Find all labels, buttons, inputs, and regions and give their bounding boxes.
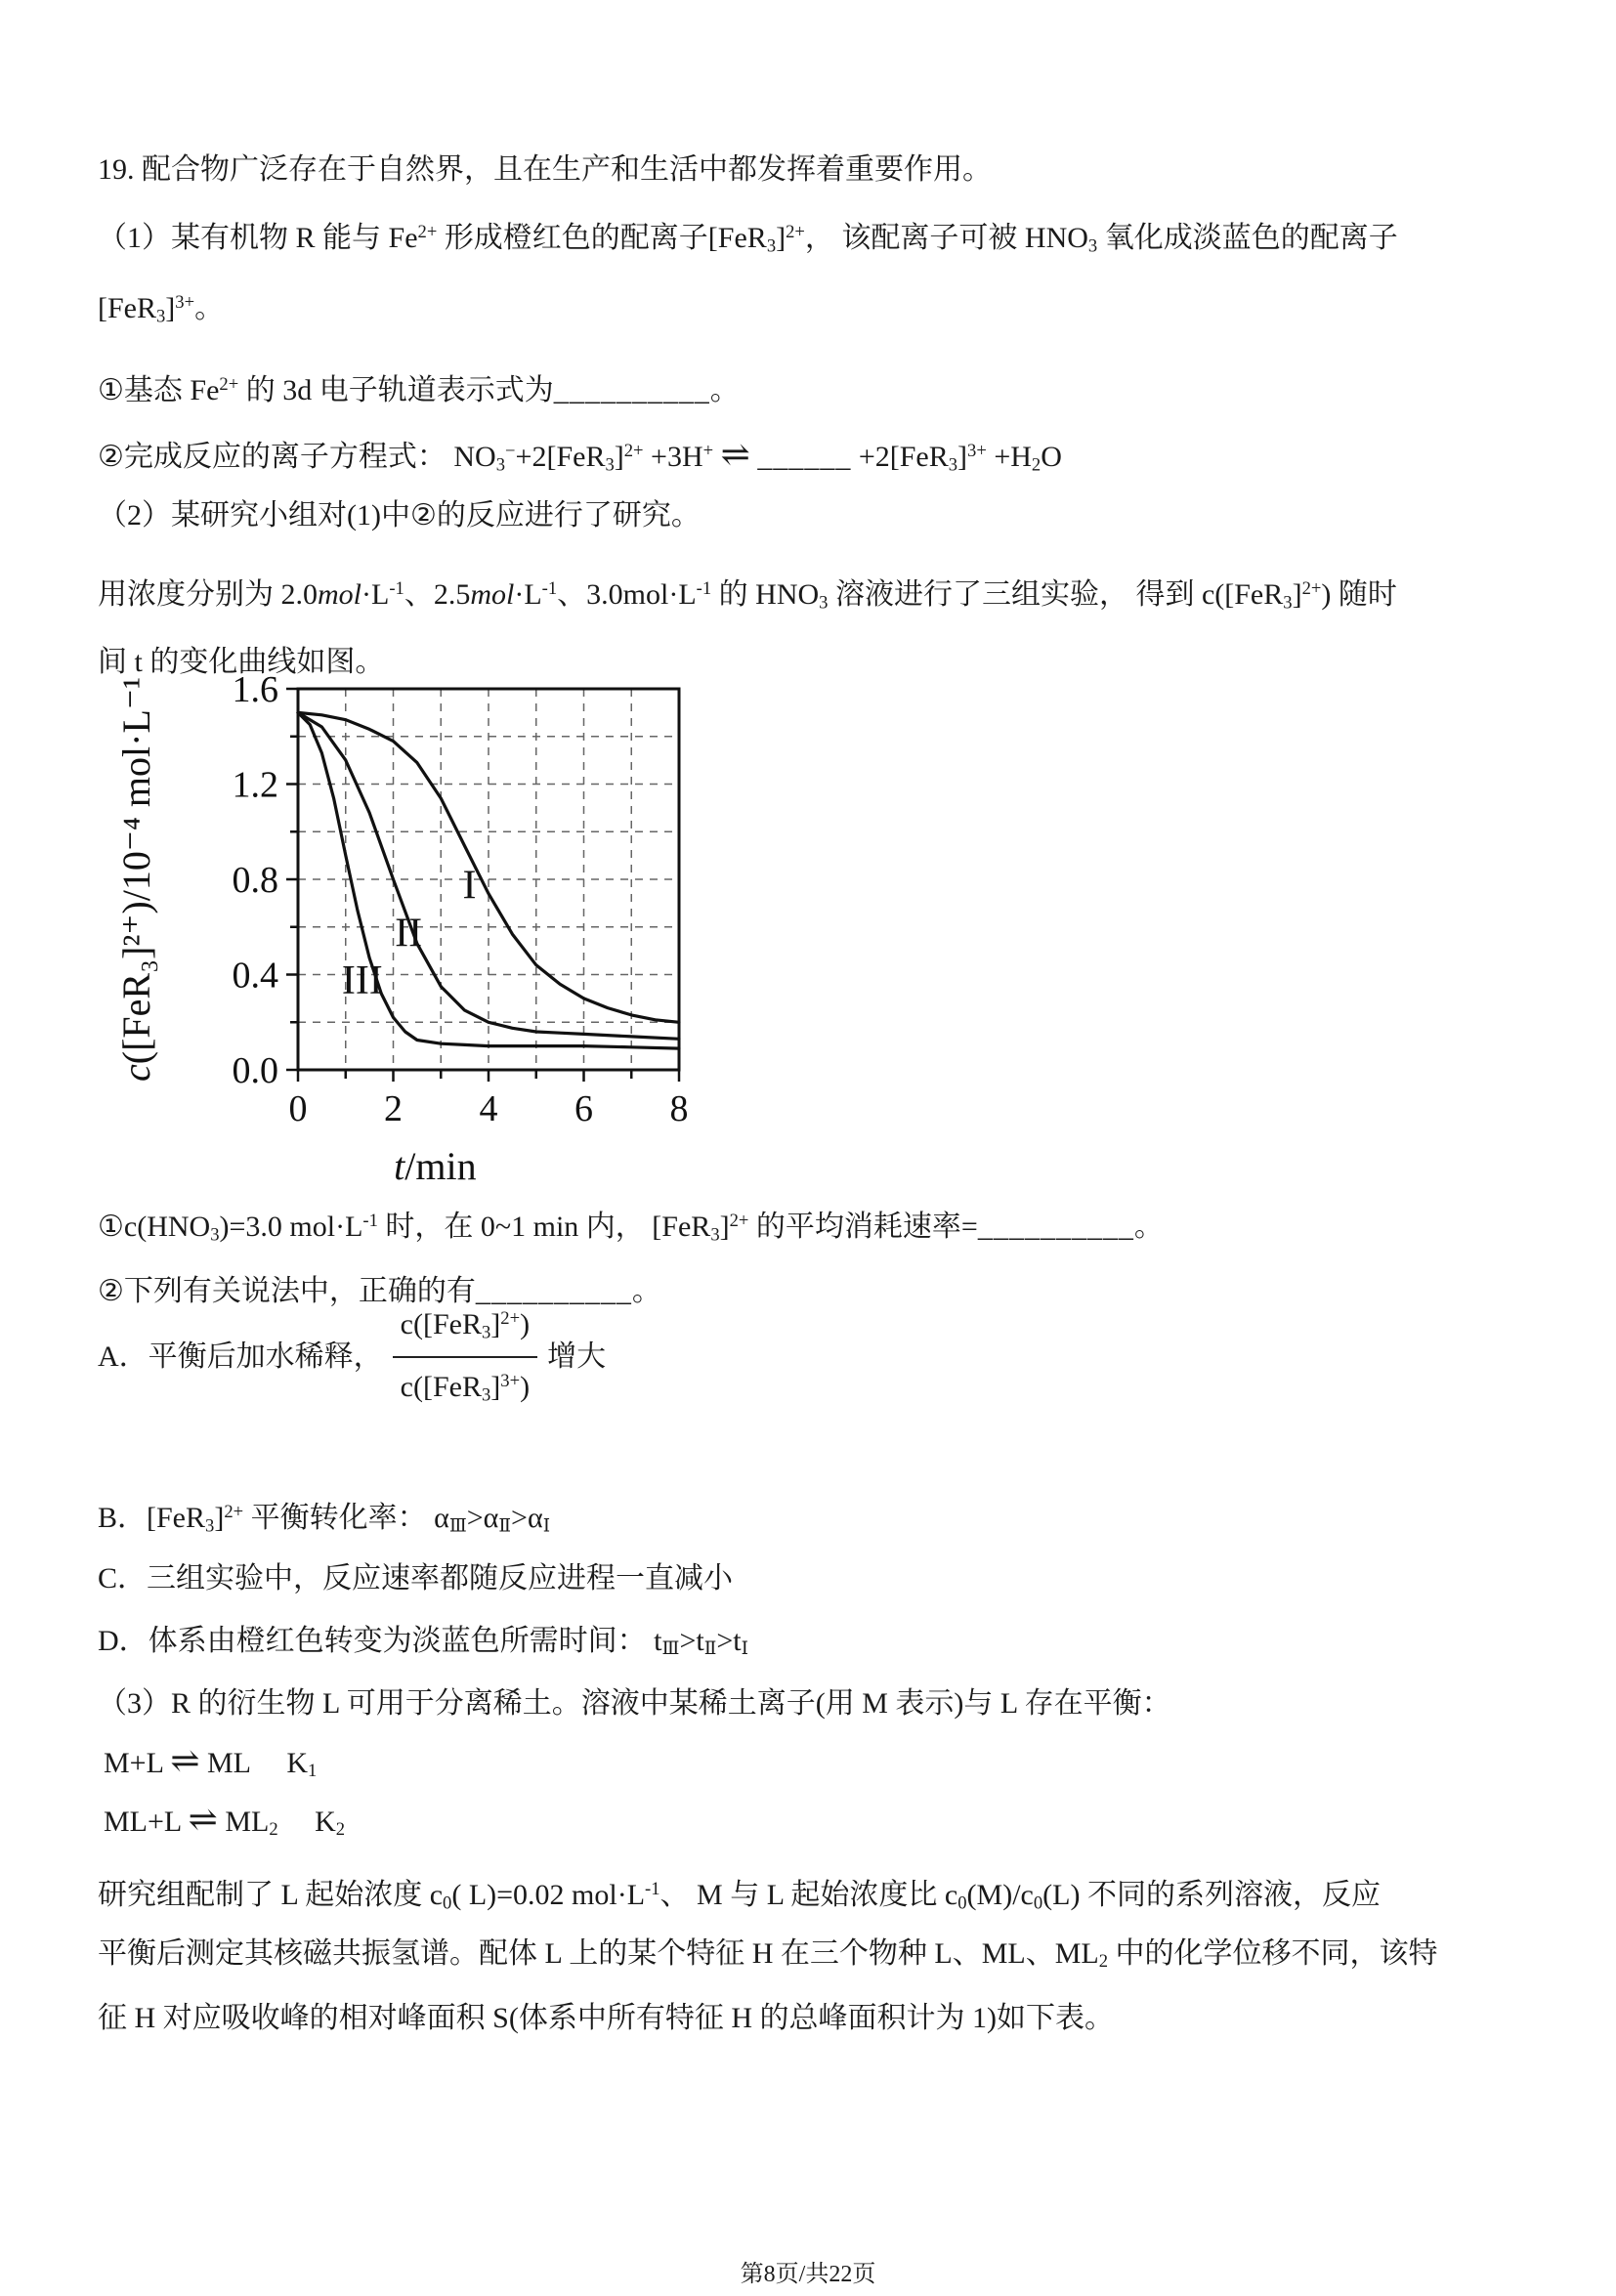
part2-intro: （2）某研究小组对(1)中②的反应进行了研究。 <box>98 499 701 531</box>
svg-text:III: III <box>341 958 383 1003</box>
svg-text:1.6: 1.6 <box>232 669 278 710</box>
option-b: B．$[FeR3]^{2+}$ 平衡转化率： αⅢ>αⅡ>αⅠ <box>98 1502 551 1537</box>
nmr-desc-1: 研究组配制了 L 起始浓度 c0( L)=0.02 $mol\cdot L^{-1}$、 M 与 L 起始浓度比 c0(M)/c0(L) 不同的系列溶液，反应 <box>98 1879 1381 1914</box>
nmr-desc-3: 征 H 对应吸收峰的相对峰面积 S(体系中所有特征 H 的总峰面积计为 1)如下表。 <box>98 2002 1114 2034</box>
fraction-denominator: $c([FeR3]^{3+})$ <box>400 1371 531 1406</box>
svg-text:4: 4 <box>479 1088 498 1129</box>
concentration-ratio-fraction <box>393 1299 537 1416</box>
option-d: D．体系由橙红色转变为淡蓝色所需时间： tⅢ>tⅡ>tⅠ <box>98 1625 748 1660</box>
equilibrium-1: M+L ⇌ ML K1 <box>104 1741 318 1782</box>
concentration-time-chart <box>112 645 738 1197</box>
q1-orbital-blank: ①基态 $Fe^{2+}$ 的 3d 电子轨道表示式为__________。 <box>98 374 740 407</box>
q2-options-stem: ②下列有关说法中，正确的有__________。 <box>98 1275 661 1307</box>
question-19-intro: 19. 配合物广泛存在于自然界，且在生产和生活中都发挥着重要作用。 <box>98 153 992 186</box>
svg-text:8: 8 <box>669 1088 689 1129</box>
q1-ionic-equation: ②完成反应的离子方程式： $NO3^-+2[FeR3]^{2+} +3H^+$ ⇌ ______ $+2[FeR3]^{3+} +H2O$ <box>98 435 1062 476</box>
svg-text:c([FeR₃]²⁺)/10⁻⁴ mol·L⁻¹: c([FeR₃]²⁺)/10⁻⁴ mol·L⁻¹ <box>114 676 158 1083</box>
svg-text:0.4: 0.4 <box>232 955 278 997</box>
fraction-numerator: $c([FeR3]^{2+})$ <box>393 1299 537 1358</box>
nmr-desc-2: 平衡后测定其核磁共振氢谱。配体 L 上的某个特征 H 在三个物种 L、ML、ML2 中的化学位移不同，该特 <box>98 1937 1438 1973</box>
option-c: C．三组实验中，反应速率都随反应进程一直减小 <box>98 1562 734 1594</box>
svg-text:I: I <box>462 863 477 909</box>
part1-intro-cont: $[FeR3]^{3+}$。 <box>98 292 225 327</box>
page-footer: 第8页/共22页 <box>740 2262 876 2287</box>
svg-text:t/min: t/min <box>394 1144 477 1188</box>
experiment-desc: 用浓度分别为 $2.0mol\cdot L^{-1}$、$2.5mol\cdot L^{-1}$、$3.0mol\cdot L^{-1}$ 的 HNO3 溶液进行了三组实验， 得到 $c([FeR3]^{2+})$ 随时 <box>98 578 1397 614</box>
part1-intro: （1）某有机物 R 能与 $Fe^{2+}$ 形成橙红色的配离子$[FeR3]^{2+}$， 该配离子可被 HNO3 氧化成淡蓝色的配离子 <box>98 222 1398 257</box>
option-a-prefix: A．平衡后加水稀释， <box>98 1340 383 1374</box>
svg-text:0.0: 0.0 <box>232 1050 278 1091</box>
svg-text:2: 2 <box>384 1088 403 1129</box>
option-a <box>98 1299 606 1416</box>
part3-intro: （3）R 的衍生物 L 可用于分离稀土。溶液中某稀土离子(用 M 表示)与 L 存在平衡： <box>98 1687 1171 1720</box>
experiment-desc-cont: 间 t 的变化曲线如图。 <box>98 646 385 678</box>
svg-text:II: II <box>395 911 423 957</box>
option-a-suffix: 增大 <box>547 1340 607 1374</box>
svg-text:6: 6 <box>574 1088 593 1129</box>
chart-canvas <box>112 645 738 1192</box>
equilibrium-2: ML+L ⇌ ML2 K2 <box>104 1800 346 1841</box>
svg-text:1.2: 1.2 <box>232 764 278 806</box>
svg-text:0.8: 0.8 <box>232 860 278 901</box>
svg-text:0: 0 <box>288 1088 308 1129</box>
q2-rate-blank: ①c(HNO3)=3.0 $mol\cdot L^{-1}$ 时，在 0~1 min 内， $[FeR3]^{2+}$ 的平均消耗速率=__________。 <box>98 1211 1164 1246</box>
